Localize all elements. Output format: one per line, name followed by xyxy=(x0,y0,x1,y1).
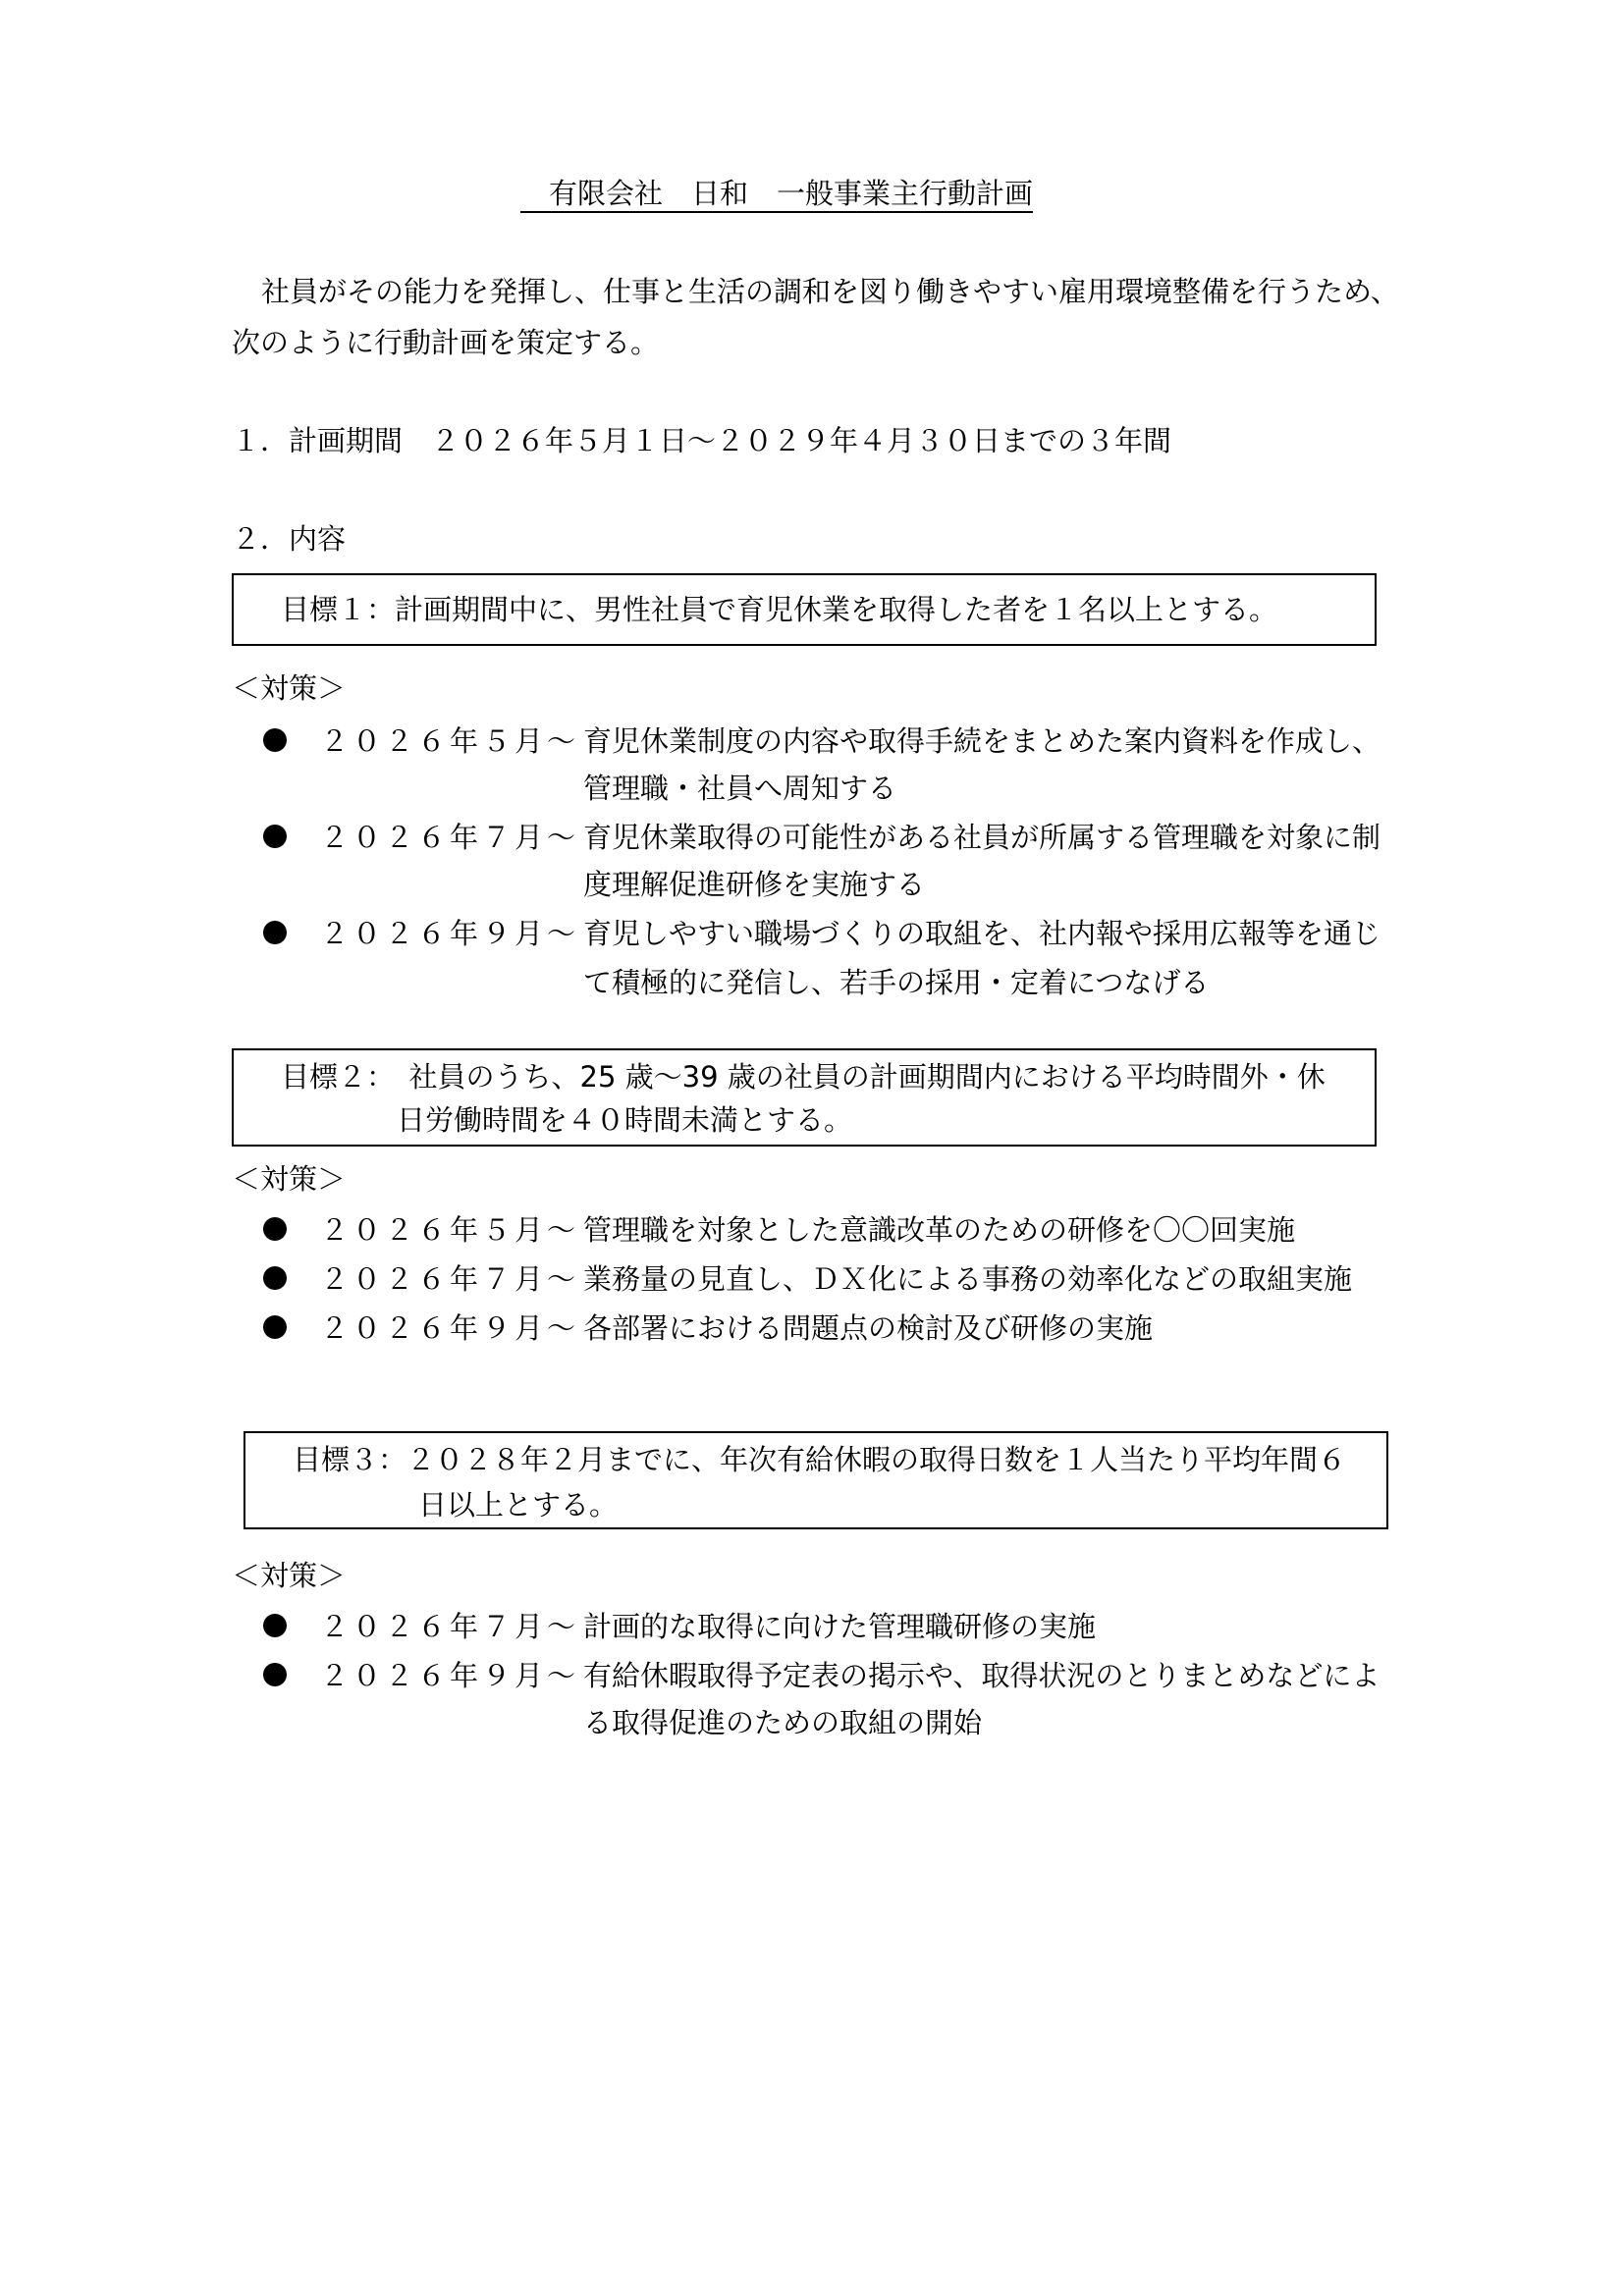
bullet-icon xyxy=(263,1663,287,1686)
plan-period: １．計画期間 ２０２６年５月１日～２０２９年４月３０日までの３年間 xyxy=(232,424,1172,457)
goal-2-text-line-2: 日労働時間を４０時間未満とする。 xyxy=(397,1103,853,1137)
goal-2-text-line-1: 目標２： 社員のうち、25 歳～39 歳の社員の計画期間内における平均時間外・休 xyxy=(281,1060,1326,1094)
goal-3-text-line-2: 日以上とする。 xyxy=(418,1488,619,1522)
measure-text: 育児しやすい職場づくりの取組を、社内報や採用広報等を通じ xyxy=(583,917,1381,950)
measure-text: 各部署における問題点の検討及び研修の実施 xyxy=(583,1311,1154,1345)
bullet-icon xyxy=(263,921,287,944)
bullet-icon xyxy=(263,1266,287,1290)
measure-date: ２０２６年５月～ xyxy=(320,1213,580,1247)
measure-text: 育児休業取得の可能性がある社員が所属する管理職を対象に制 xyxy=(583,821,1381,854)
bullet-icon xyxy=(263,825,287,848)
goal-3-measure-2-cont: る取得促進のための取組の開始 xyxy=(583,1706,983,1739)
goal-1-measure-1-cont: 管理職・社員へ周知する xyxy=(583,772,897,805)
measure-date: ２０２６年９月～ xyxy=(320,917,580,950)
measure-date: ２０２６年９月～ xyxy=(320,1311,580,1345)
goal-2-measures-heading: ＜対策＞ xyxy=(232,1162,347,1196)
goal-1-box xyxy=(232,573,1377,646)
bullet-icon xyxy=(263,1614,287,1637)
measure-date: ２０２６年５月～ xyxy=(320,724,580,758)
measure-date: ２０２６年７月～ xyxy=(320,1262,580,1296)
goal-1-measures-heading: ＜対策＞ xyxy=(232,671,347,705)
content-heading: ２．内容 xyxy=(232,522,347,556)
goal-1-measure-2-cont: 度理解促進研修を実施する xyxy=(583,868,926,901)
measure-text: 有給休暇取得予定表の掲示や、取得状況のとりまとめなどによ xyxy=(583,1659,1380,1692)
intro-line-1: 社員がその能力を発揮し、仕事と生活の調和を図り働きやすい雇用環境整備を行うため、 xyxy=(261,275,1399,308)
bullet-icon xyxy=(263,728,287,752)
bullet-icon xyxy=(263,1217,287,1241)
intro-line-2: 次のように行動計画を策定する。 xyxy=(232,326,660,359)
measure-text: 育児休業制度の内容や取得手続をまとめた案内資料を作成し、 xyxy=(583,724,1381,758)
goal-2-box xyxy=(232,1048,1377,1147)
goal-3-text-line-1: 目標３：２０２８年２月までに、年次有給休暇の取得日数を１人当たり平均年間６ xyxy=(293,1443,1347,1476)
measure-text: 計画的な取得に向けた管理職研修の実施 xyxy=(583,1610,1097,1643)
goal-1-text: 目標１：計画期間中に、男性社員で育児休業を取得した者を１名以上とする。 xyxy=(281,593,1278,626)
goal-3-box xyxy=(244,1431,1388,1529)
measure-text: 管理職を対象とした意識改革のための研修を〇〇回実施 xyxy=(583,1213,1296,1247)
measure-date: ２０２６年７月～ xyxy=(320,821,580,854)
goal-3-measures-heading: ＜対策＞ xyxy=(232,1559,347,1592)
document-title: 有限会社 日和 一般事業主行動計画 xyxy=(520,177,1034,210)
measure-date: ２０２６年９月～ xyxy=(320,1659,580,1692)
goal-1-measure-3-cont: て積極的に発信し、若手の採用・定着につなげる xyxy=(583,966,1210,999)
measure-text: 業務量の見直し、ＤＸ化による事務の効率化などの取組実施 xyxy=(583,1262,1353,1296)
bullet-icon xyxy=(263,1315,287,1339)
measure-date: ２０２６年７月～ xyxy=(320,1610,580,1643)
